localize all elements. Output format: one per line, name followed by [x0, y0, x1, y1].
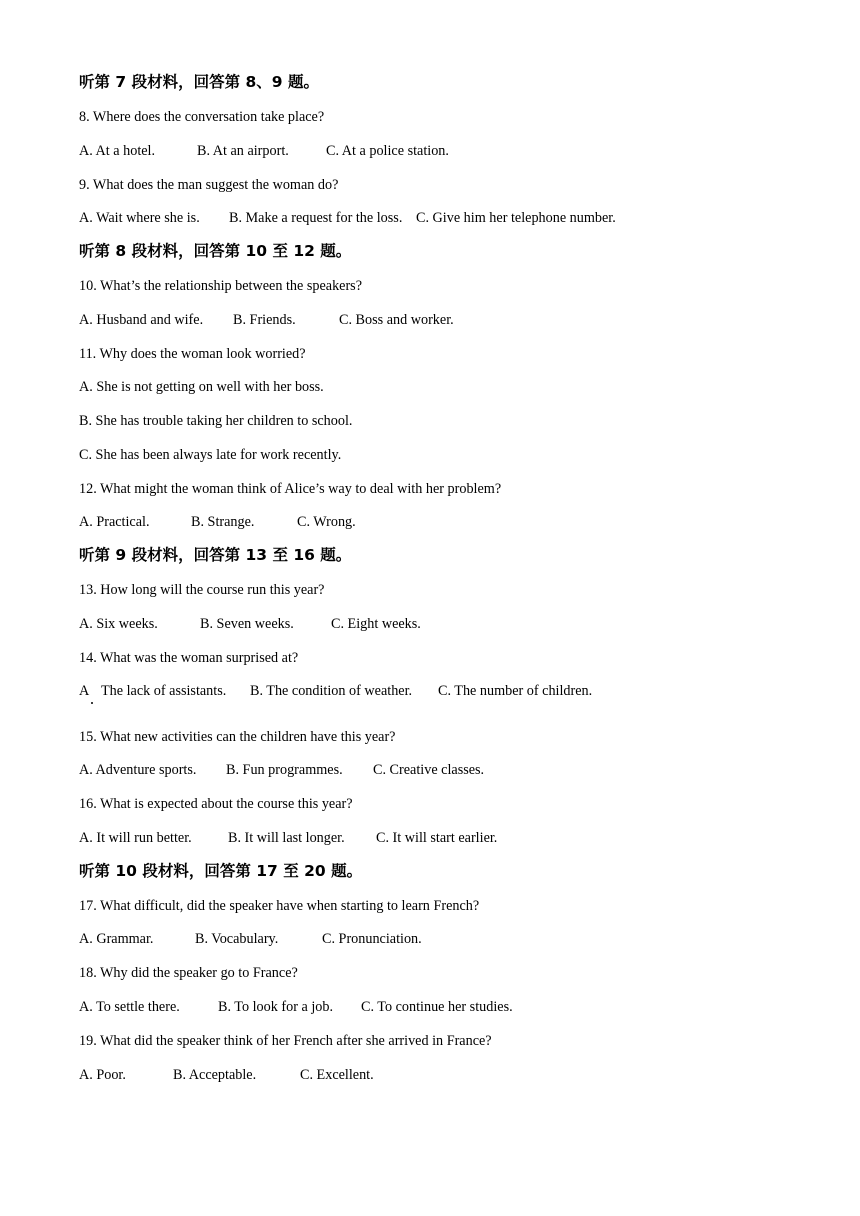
option-b: B. Seven weeks.	[200, 616, 294, 632]
question-16: 16. What is expected about the course this year?	[79, 796, 353, 812]
question-19: 19. What did the speaker think of her French after she arrived in France?	[79, 1033, 492, 1049]
question-10: 10. What’s the relationship between the speakers?	[79, 278, 363, 294]
option-c: C. The number of children.	[438, 683, 593, 699]
option-a: A. Wait where she is.	[79, 210, 200, 226]
stray-dot	[91, 702, 93, 704]
question-14: 14. What was the woman surprised at?	[79, 650, 299, 666]
option-a: A. At a hotel.	[79, 143, 156, 159]
option-c: C. Excellent.	[300, 1067, 374, 1083]
option-c: C. It will start earlier.	[376, 830, 498, 846]
question-12: 12. What might the woman think of Alice’s way to deal with her problem?	[79, 481, 502, 497]
option-a: A. To settle there.	[79, 999, 180, 1015]
option-b: B. Fun programmes.	[226, 762, 343, 778]
option-b: B. Strange.	[191, 514, 255, 530]
section-heading: 听第 10 段材料，回答第 17 至 20 题。	[79, 862, 363, 880]
question-13: 13. How long will the course run this year?	[79, 582, 325, 598]
option-a: A. Grammar.	[79, 931, 154, 947]
option-c: C. At a police station.	[326, 143, 449, 159]
option-b: B. At an airport.	[197, 143, 289, 159]
option-a: A. She is not getting on well with her boss.	[79, 379, 324, 395]
option-c: C. Pronunciation.	[322, 931, 422, 947]
option-b: B. To look for a job.	[218, 999, 333, 1015]
option-c: C. Eight weeks.	[331, 616, 421, 632]
option-a: A. Poor.	[79, 1067, 126, 1083]
option-a: A. Six weeks.	[79, 616, 158, 632]
options-19	[79, 1066, 374, 1156]
option-c: C. To continue her studies.	[361, 999, 513, 1015]
question-11: 11. Why does the woman look worried?	[79, 346, 306, 362]
question-9: 9. What does the man suggest the woman do?	[79, 177, 339, 193]
option-a-letter: A	[79, 683, 90, 699]
question-17: 17. What difficult, did the speaker have when starting to learn French?	[79, 898, 480, 914]
option-a: A. Husband and wife.	[79, 312, 204, 328]
section-heading: 听第 7 段材料，回答第 8、9 题。	[79, 73, 319, 91]
option-a: A. Practical.	[79, 514, 150, 530]
question-8: 8. Where does the conversation take place?	[79, 109, 325, 125]
option-b: B. She has trouble taking her children to school.	[79, 413, 353, 429]
section-heading: 听第 8 段材料，回答第 10 至 12 题。	[79, 242, 352, 260]
option-b: B. The condition of weather.	[250, 683, 413, 699]
option-a: A. Adventure sports.	[79, 762, 197, 778]
option-b: B. Acceptable.	[173, 1067, 257, 1083]
option-b: B. Vocabulary.	[195, 931, 279, 947]
option-b: B. Friends.	[233, 312, 296, 328]
option-c: C. Boss and worker.	[339, 312, 454, 328]
question-18: 18. Why did the speaker go to France?	[79, 965, 298, 981]
section-heading: 听第 9 段材料，回答第 13 至 16 题。	[79, 546, 352, 564]
option-a: A. It will run better.	[79, 830, 192, 846]
option-c: C. She has been always late for work recently.	[79, 447, 342, 463]
option-b: B. Make a request for the loss.	[229, 210, 403, 226]
option-b: B. It will last longer.	[228, 830, 345, 846]
question-15: 15. What new activities can the children have this year?	[79, 729, 396, 745]
option-a: The lack of assistants.	[101, 683, 227, 699]
option-c: C. Give him her telephone number.	[416, 210, 616, 226]
option-c: C. Wrong.	[297, 514, 356, 530]
option-c: C. Creative classes.	[373, 762, 485, 778]
